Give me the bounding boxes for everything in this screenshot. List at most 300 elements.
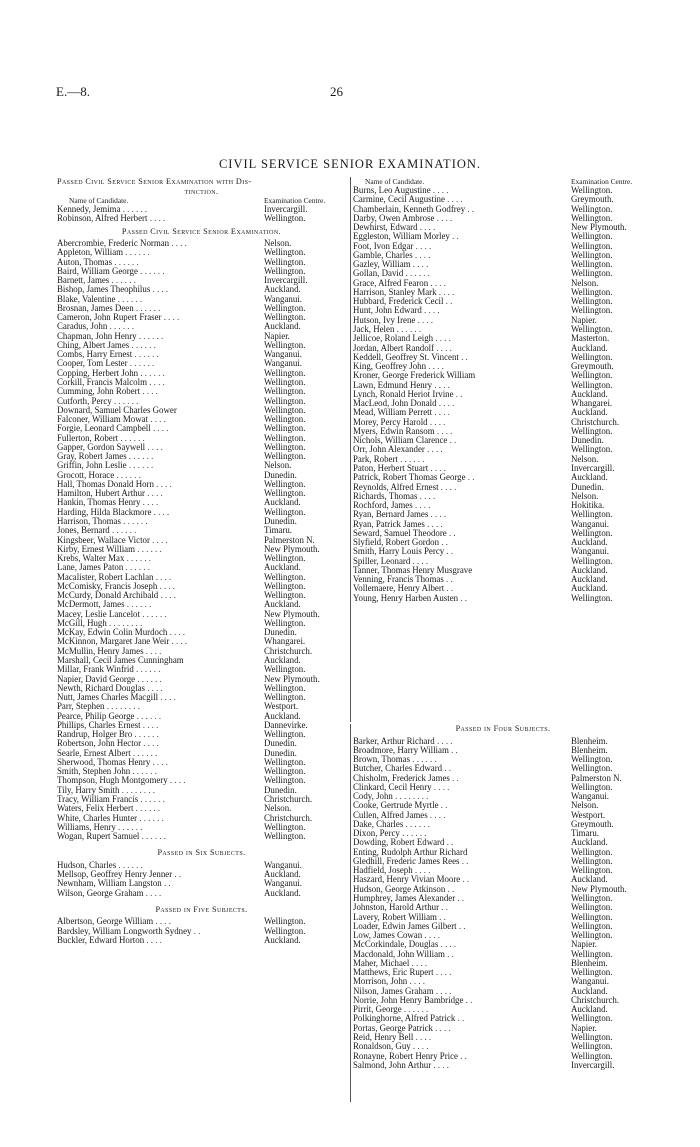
leader-dots: . . [453,389,463,399]
candidate-name-text: Buckler, Edward Horton [57,935,145,945]
candidate-row [57,600,346,609]
candidate-row [57,415,346,424]
leader-dots: . . . . . . [132,350,159,360]
candidate-name [57,712,262,721]
candidate-row [353,875,653,884]
candidate-name-text: Jack, Helen [353,324,395,334]
examination-centre: Auckland. [264,655,301,665]
candidate-row [57,749,346,758]
leader-dots: . . . . [410,556,429,566]
candidate-name-text: Phillips, Charles Ernest [57,720,141,730]
examination-centre: Wanganui. [571,519,609,529]
examination-centre: Wanganui. [571,792,609,802]
examination-centre: Auckland. [571,875,608,885]
leader-dots: . . . . [434,736,453,746]
candidate-name-text: McComisky, Francis Joseph [57,581,158,591]
candidate-name-text: Cody, John [353,792,393,802]
examination-centre: Nelson. [571,491,599,501]
candidate-name [353,251,569,260]
candidate-name-text: Robinson, Alfred Herbert [57,214,148,224]
examination-centre: Wellington. [264,917,306,927]
candidate-row [353,1061,653,1070]
candidate-name [353,334,569,343]
candidate-name-text: Albertson, George William [57,917,154,927]
leader-dots: . . [449,773,459,783]
candidate-name [353,829,569,838]
candidate-row [57,359,346,368]
examination-centre: Wellington. [571,186,613,195]
leader-dots: . . . . . . . . [106,618,143,628]
leader-dots: . . . . . . [123,563,150,573]
candidate-name [57,861,262,870]
leader-dots: . . . . . . [109,526,137,536]
candidate-row [57,917,346,926]
candidate-name-text: Myers, Edwin Ransom [353,426,435,436]
candidate-name-text: Brosnan, James Deen [57,303,134,313]
leader-dots: . . . . [431,782,450,792]
candidate-name [57,832,262,841]
candidate-name [57,600,262,609]
candidate-row [57,489,346,498]
candidate-name [57,637,262,646]
candidate-row [353,931,653,940]
candidate-row [57,369,346,378]
candidate-name-text: Mead, William Perrett [353,408,433,418]
candidate-name-text: Krebs, Walter Max [57,554,125,564]
candidate-row [353,362,653,371]
examination-centre: Westport. [571,810,606,820]
examination-centre: Christchurch. [571,995,620,1005]
candidate-row [353,820,653,829]
examination-centre: Wellington. [264,266,306,276]
candidate-name-text: Rochford, James [353,501,413,511]
examination-centre: Hokitika. [571,501,605,511]
candidate-row [57,591,346,600]
examination-centre: Nelson. [264,239,292,249]
examination-centre: Auckland. [264,322,301,332]
candidate-row [353,381,653,390]
candidate-name-text: Tily, Harry Smith [57,785,120,795]
candidate-name [57,776,262,785]
candidate-row [353,811,653,820]
candidate-name-text: MacLeod, John Donald [353,399,437,409]
candidate-name [353,875,569,884]
candidate-name-text: Ryan, Bernard James [353,510,429,520]
candidate-name [353,205,569,214]
leader-dots: . . . . [428,278,446,288]
examination-centre: Napier. [571,940,597,950]
candidate-row [57,545,346,554]
candidate-name-text: Downard, Samuel Charles Gower [57,405,177,415]
leader-dots: . . [444,838,454,848]
candidate-row [353,232,653,241]
examination-centre: Wellington. [264,396,306,406]
candidate-row [353,344,653,353]
candidate-name [353,510,569,519]
candidate-name [57,517,262,526]
leader-dots: . . . . . . [107,322,134,332]
examination-centre: Wellington. [264,665,306,675]
candidate-name-text: Gazley, William [353,260,411,270]
candidate-name-text: Foot, Ivon Edgar [353,241,414,251]
leader-dots: . . . . [150,285,169,295]
candidate-name-text: Cumming, John Robert [57,387,141,397]
leader-dots: . . . . . . . . [104,702,140,712]
examination-centre: Dunedin. [264,748,297,758]
leader-dots: . . . . [436,399,455,409]
candidate-name [57,526,262,535]
candidate-row [353,371,653,380]
leader-dots: . . . . [424,445,443,455]
leader-dots: . . [444,547,454,557]
leader-dots: . . . . . . [135,674,162,684]
candidate-row [57,322,346,331]
candidate-row [57,832,346,841]
candidate-row [353,557,653,566]
candidate-row [353,866,653,875]
candidate-name-text: Lawn, Edmund Henry [353,380,433,390]
candidate-row [353,1005,653,1014]
six-subjects-heading: Passed in Six Subjects. [157,848,246,858]
candidate-name [57,628,262,637]
examination-centre: Wellington. [571,1042,613,1052]
examination-centre: Wellington. [571,764,613,774]
candidate-row [353,186,653,195]
candidate-name-text: Spiller, Leonard [353,556,411,566]
leader-dots: . . . . . . [120,205,148,214]
leader-dots: . . [445,884,455,894]
candidate-name-text: Ryan, Patrick James [353,519,425,529]
leader-dots: . . . . [153,917,171,927]
candidate-name [57,870,262,879]
examination-centre: Auckland. [571,1005,608,1015]
examination-centre: New Plymouth. [264,674,320,684]
candidate-row [57,526,346,535]
candidate-name [353,783,569,792]
candidate-name [353,390,569,399]
candidate-name-text: Gapper, Gordon Saywell [57,442,146,452]
candidate-name-text: Hudson, Charles [57,860,117,870]
candidate-row [353,977,653,986]
distinction-heading-line1: Passed Civil Service Senior Examination with Dis- [57,177,252,186]
leader-dots: . . . . [432,1023,451,1033]
candidate-name [353,455,569,464]
leader-dots: . . [458,1051,467,1061]
leader-dots: . . . . [153,479,172,489]
candidate-name-text: Low, James Cowan [353,931,423,941]
candidate-row [353,575,653,584]
candidate-name-text: Grace, Alfred Fearon [353,278,429,288]
candidate-name [57,814,262,823]
candidate-row [57,239,346,248]
candidate-row [353,801,653,810]
candidate-name [57,267,262,276]
examination-centre: Wellington. [571,782,613,792]
candidate-row [353,959,653,968]
candidate-name-text: Dewhirst, Edward [353,223,418,233]
candidate-name [353,242,569,251]
candidate-name [353,362,569,371]
candidate-name-text: Young, Henry Harben Austen [353,593,459,603]
candidate-name [353,1052,569,1061]
five-subjects-continued-list [353,186,653,603]
leader-dots: . . . . [426,362,444,372]
candidate-row [353,492,653,501]
leader-dots: . . . . . . [137,813,164,823]
candidate-row [57,508,346,517]
centre-column-header: Examination Centre. [571,177,633,186]
leader-dots: . . . . [140,387,158,397]
leader-dots: . . . . . . [401,1005,429,1015]
candidate-name [57,573,262,582]
candidate-name-text: Bardsley, William Longworth Sydney [57,926,192,936]
candidate-row [57,267,346,276]
candidate-name [353,746,569,755]
candidate-name-text: Maher, Michael [353,958,410,968]
candidate-name [57,823,262,832]
leader-dots: . . . . [153,572,172,582]
candidate-name-text: Wilson, George Graham [57,888,144,898]
candidate-row [353,418,653,427]
leader-dots: . . [456,921,466,931]
candidate-row [57,870,346,879]
examination-centre: New Plymouth. [264,544,320,554]
candidate-row [57,786,346,795]
examination-centre: Timaru. [264,526,293,536]
candidate-name-text: Harrison, Thomas [57,517,121,526]
six-subjects-list [57,861,346,898]
examination-centre: Wellington. [571,287,613,297]
candidate-name-text: Hutson, Ivy Irene [353,315,416,325]
candidate-name-text: Kennedy, Jemima [57,205,121,214]
leader-dots: . . . . . . [139,832,166,842]
leader-dots: . . . . [145,683,163,693]
candidate-name [57,554,262,563]
examination-centre: Wellington. [571,949,613,959]
leader-dots: . . [463,995,473,1005]
examination-centre: Wellington. [571,380,613,390]
candidate-name [353,353,569,362]
examination-centre: Wellington. [571,593,613,603]
candidate-name-text: Thompson, Hugh Montgomery [57,776,168,786]
candidate-name-text: Copping, Herbert John [57,368,139,378]
examination-centre: Westport. [264,702,299,712]
candidate-row [57,461,346,470]
leader-dots: . . [442,764,451,774]
candidate-row [57,536,346,545]
leader-dots: . . . . [432,408,450,418]
candidate-row [57,712,346,721]
leader-dots: . . . . [148,415,166,425]
candidate-name-text: Randrup, Holger Bro [57,730,133,740]
candidate-row [353,399,653,408]
examination-centre: Wellington. [264,507,306,517]
candidate-name [57,591,262,600]
examination-centre: Wellington. [264,683,306,693]
examination-centre: Wellington. [571,847,613,857]
candidate-name [353,464,569,473]
examination-centre: Wanganui. [264,860,302,870]
candidate-name-text: Smith, Stephen John [57,767,131,777]
examination-centre: Wellington. [264,822,306,832]
candidate-row [353,996,653,1005]
leader-dots: . . . . . . [394,324,422,334]
leader-dots: . . . . [167,628,186,638]
candidate-name-text: Chamberlain, Kenneth Godfrey [353,204,466,214]
candidate-row [57,205,346,214]
examination-centre: Auckland. [264,870,301,880]
examination-centre: Wellington. [571,1051,613,1061]
leader-dots: . . . . [427,810,446,820]
candidate-name [57,927,262,936]
candidate-row [57,424,346,433]
name-column-header: Name of Candidate. [69,196,129,205]
candidate-row [353,838,653,847]
examination-centre: Nelson. [264,804,292,814]
candidate-row [57,656,346,665]
candidate-name [57,452,262,461]
candidate-row [57,610,346,619]
candidate-name [353,1033,569,1042]
leader-dots: . . . . [436,287,455,297]
candidate-name-text: Seward, Samuel Theodore [353,528,447,538]
candidate-row [57,758,346,767]
leader-dots: . . . . . . [133,804,161,814]
candidate-row [57,248,346,257]
candidate-name-text: Hadfield, Joseph [353,866,413,876]
examination-centre: Auckland. [264,711,301,721]
candidate-row [57,471,346,480]
examination-centre: Wellington. [571,1014,613,1024]
candidate-row [353,288,653,297]
candidate-row [353,848,653,857]
candidate-name [57,489,262,498]
leader-dots: . . [443,297,453,307]
candidate-row [353,205,653,214]
examination-centre: Greymouth. [571,195,614,205]
candidate-row [353,829,653,838]
examination-centre: Wellington. [571,894,613,904]
candidate-name [353,977,569,986]
leader-dots: . . . . . . [126,452,154,462]
candidate-row [353,1042,653,1051]
candidate-row [353,1033,653,1042]
candidate-name [57,322,262,331]
examination-centre: Wellington. [264,591,306,601]
leader-dots: . . . . . . [138,794,165,804]
examination-centre: Auckland. [571,538,608,548]
candidate-name-text: Cutforth, Percy [57,396,112,406]
candidate-row [353,538,653,547]
examination-centre: Blenheim. [571,736,608,746]
candidate-name-text: Harrison, Stanley Mark [353,287,437,297]
leader-dots: . . . . [410,260,429,270]
candidate-name-text: Parr, Stephen [57,702,105,712]
leader-dots: . . . . . . [139,609,167,619]
leader-dots: . . . . [422,931,440,941]
examination-centre: Auckland. [571,575,608,585]
candidate-name-text: Lynch, Ronald Heriot Irvine [353,389,454,399]
passed-list [57,239,346,841]
candidate-name-text: Reynolds, Alfred Ernest [353,482,439,492]
candidate-row [353,987,653,996]
candidate-name-text: McCurdy, Donald Archibald [57,591,159,601]
examination-centre: Dunedin. [264,517,297,526]
leader-dots: . . . . [158,693,176,703]
leader-dots: . . [465,473,475,483]
candidate-row [353,857,653,866]
candidate-name-text: Humphrey, James Alexander [353,894,456,904]
page-number: 26 [330,84,343,99]
candidate-name-text: Tanner, Thomas Henry Musgrave [353,565,473,575]
candidate-name-text: Fullerton, Robert [57,433,119,443]
candidate-name [353,473,569,482]
examination-centre: Wellington. [571,903,613,913]
examination-centre: Wellington. [571,232,613,242]
examination-centre: Wellington. [264,424,306,434]
candidate-name [57,795,262,804]
leader-dots: . . . . [140,498,159,508]
leader-dots: . . . . [149,535,168,545]
candidate-row [353,195,653,204]
candidate-name-text: King, Geoffrey John [353,362,427,372]
candidate-row [57,443,346,452]
examination-centre: Wellington. [571,1033,613,1042]
candidate-name [57,285,262,294]
candidate-row [57,406,346,415]
candidate-name-text: Hamilton, Hubert Arthur [57,489,145,499]
candidate-name [353,1061,569,1070]
candidate-name [57,387,262,396]
candidate-name [353,885,569,894]
candidate-name [353,520,569,529]
candidate-name [353,408,569,417]
leader-dots: . . . . [412,866,431,876]
candidate-name [353,737,569,746]
candidate-name [353,316,569,325]
candidate-name-text: Gollan, David [353,269,404,279]
candidate-name [353,371,569,380]
leader-dots: . . . . [169,637,188,647]
leader-dots: . . . . . . [133,303,161,313]
leader-dots: . . . . . . [130,767,157,777]
examination-centre: Wanganui. [264,879,302,889]
candidate-name-text: Sherwood, Thomas Henry [57,757,151,767]
candidate-row [57,498,346,507]
leader-dots: . . . . . . [403,269,430,279]
leader-dots: . . . . [413,1033,432,1042]
candidate-name [353,959,569,968]
candidate-name [353,811,569,820]
candidate-row [57,350,346,359]
leader-dots: . . . . [434,426,453,436]
candidate-name [57,563,262,572]
candidate-name-text: McMullin, Henry James [57,646,144,656]
candidate-row [353,885,653,894]
document-title: CIVIL SERVICE SENIOR EXAMINATION. [218,157,482,171]
candidate-name [57,879,262,888]
examination-centre: Wellington. [571,510,613,520]
leader-dots: . . . . . . [135,544,162,554]
leader-dots: . . [438,801,448,811]
five-subjects-list [57,917,346,945]
examination-centre: Wellington. [264,248,306,258]
candidate-row [57,795,346,804]
page-ref: E.—8. [56,84,90,99]
candidate-row [353,940,653,949]
candidate-name [57,767,262,776]
candidate-name-text: Enting, Rudolph Arthur Richard [353,847,468,857]
